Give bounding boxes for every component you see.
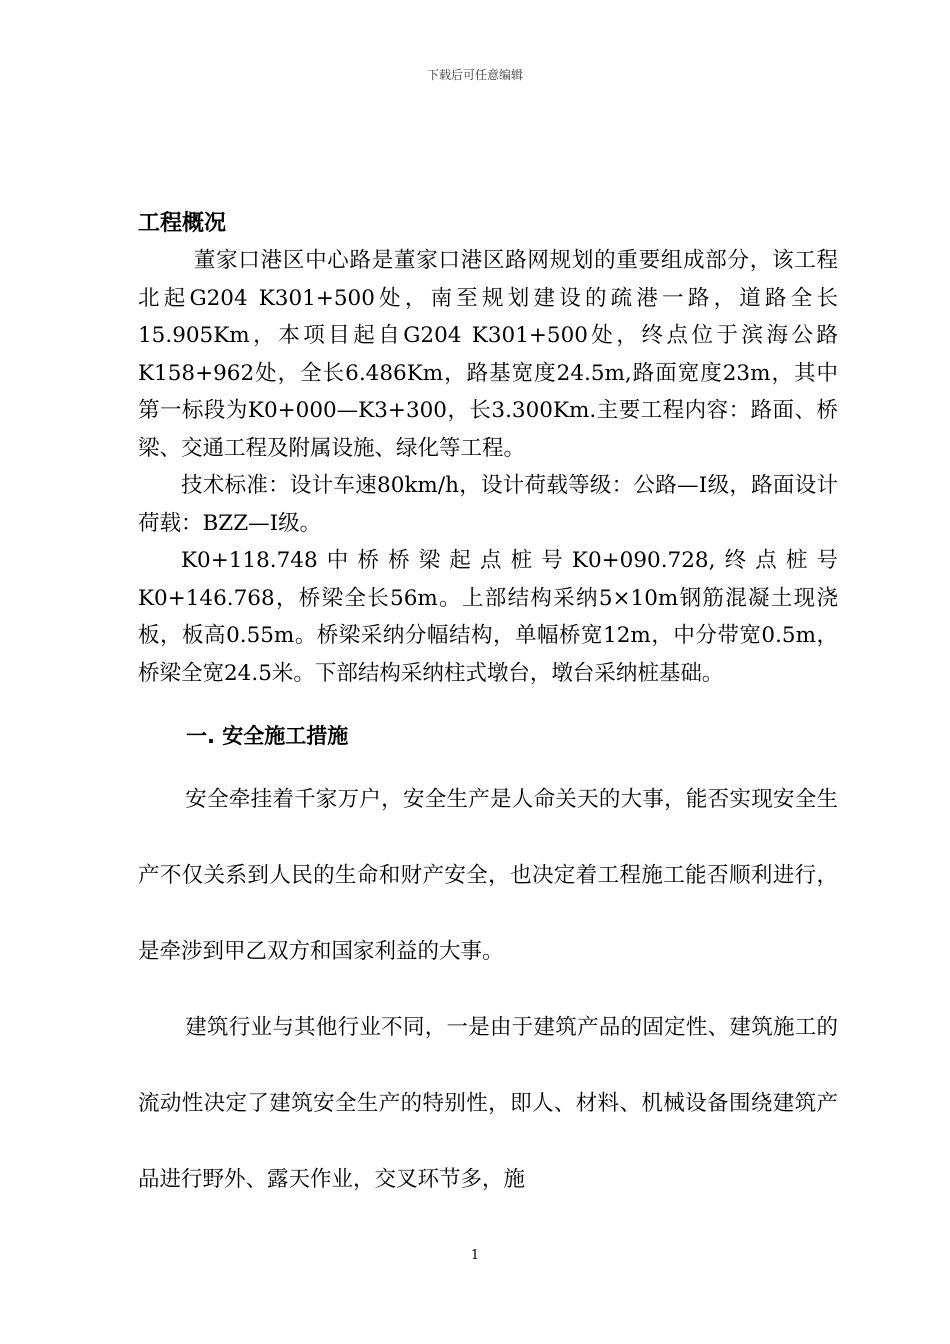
overview-paragraph-2: 技术标准：设计车速80km/h，设计荷载等级：公路—Ⅰ级，路面设计荷载：BZZ—Ⅰ级。 bbox=[138, 473, 838, 536]
document-body bbox=[138, 206, 838, 1218]
page-number: 1 bbox=[470, 1248, 480, 1263]
overview-paragraph-3: K0+118.748中桥桥梁起点桩号K0+090.728,终点桩号K0+146.768，桥梁全长56m。上部结构采纳5×10m钢筋混凝土现浇板，板高0.55m。桥梁采纳分幅结构，单幅桥宽12m，中分带宽0.5m，桥梁全宽24.5米。下部结构采纳柱式墩台，墩台采纳桩基础。 bbox=[138, 548, 838, 686]
header-note: 下载后可任意编辑 bbox=[426, 68, 523, 82]
safety-body bbox=[138, 762, 838, 1218]
safety-paragraph-1: 安全牵挂着千家万户，安全生产是人命关天的大事，能否实现安全生产不仅关系到人民的生命和财产安全，也决定着工程施工能否顺利进行，是牵涉到甲乙双方和国家利益的大事。 bbox=[138, 787, 838, 964]
safety-paragraph-2: 建筑行业与其他行业不同，一是由于建筑产品的固定性、建筑施工的流动性决定了建筑安全生产的特别性，即人、材料、机械设备围绕建筑产品进行野外、露天作业，交叉环节多，施 bbox=[138, 1015, 838, 1192]
safety-section-title: 一. 安全施工措施 bbox=[186, 724, 349, 748]
overview-paragraph-1: 董家口港区中心路是董家口港区路网规划的重要组成部分，该工程北起G204 K301+500处，南至规划建设的疏港一路，道路全长15.905Km，本项目起自G204 K301+500处，终点位于滨海公路K158+962处，全长6.486Km，路基宽度24.5m,路面宽度23m，其中第一标段为K0+000—K3+300，长3.300Km.主要工程内容：路面、桥梁、交通工程及附属设施、绿化等工程。 bbox=[138, 248, 838, 461]
overview-heading: 工程概况 bbox=[138, 211, 227, 236]
